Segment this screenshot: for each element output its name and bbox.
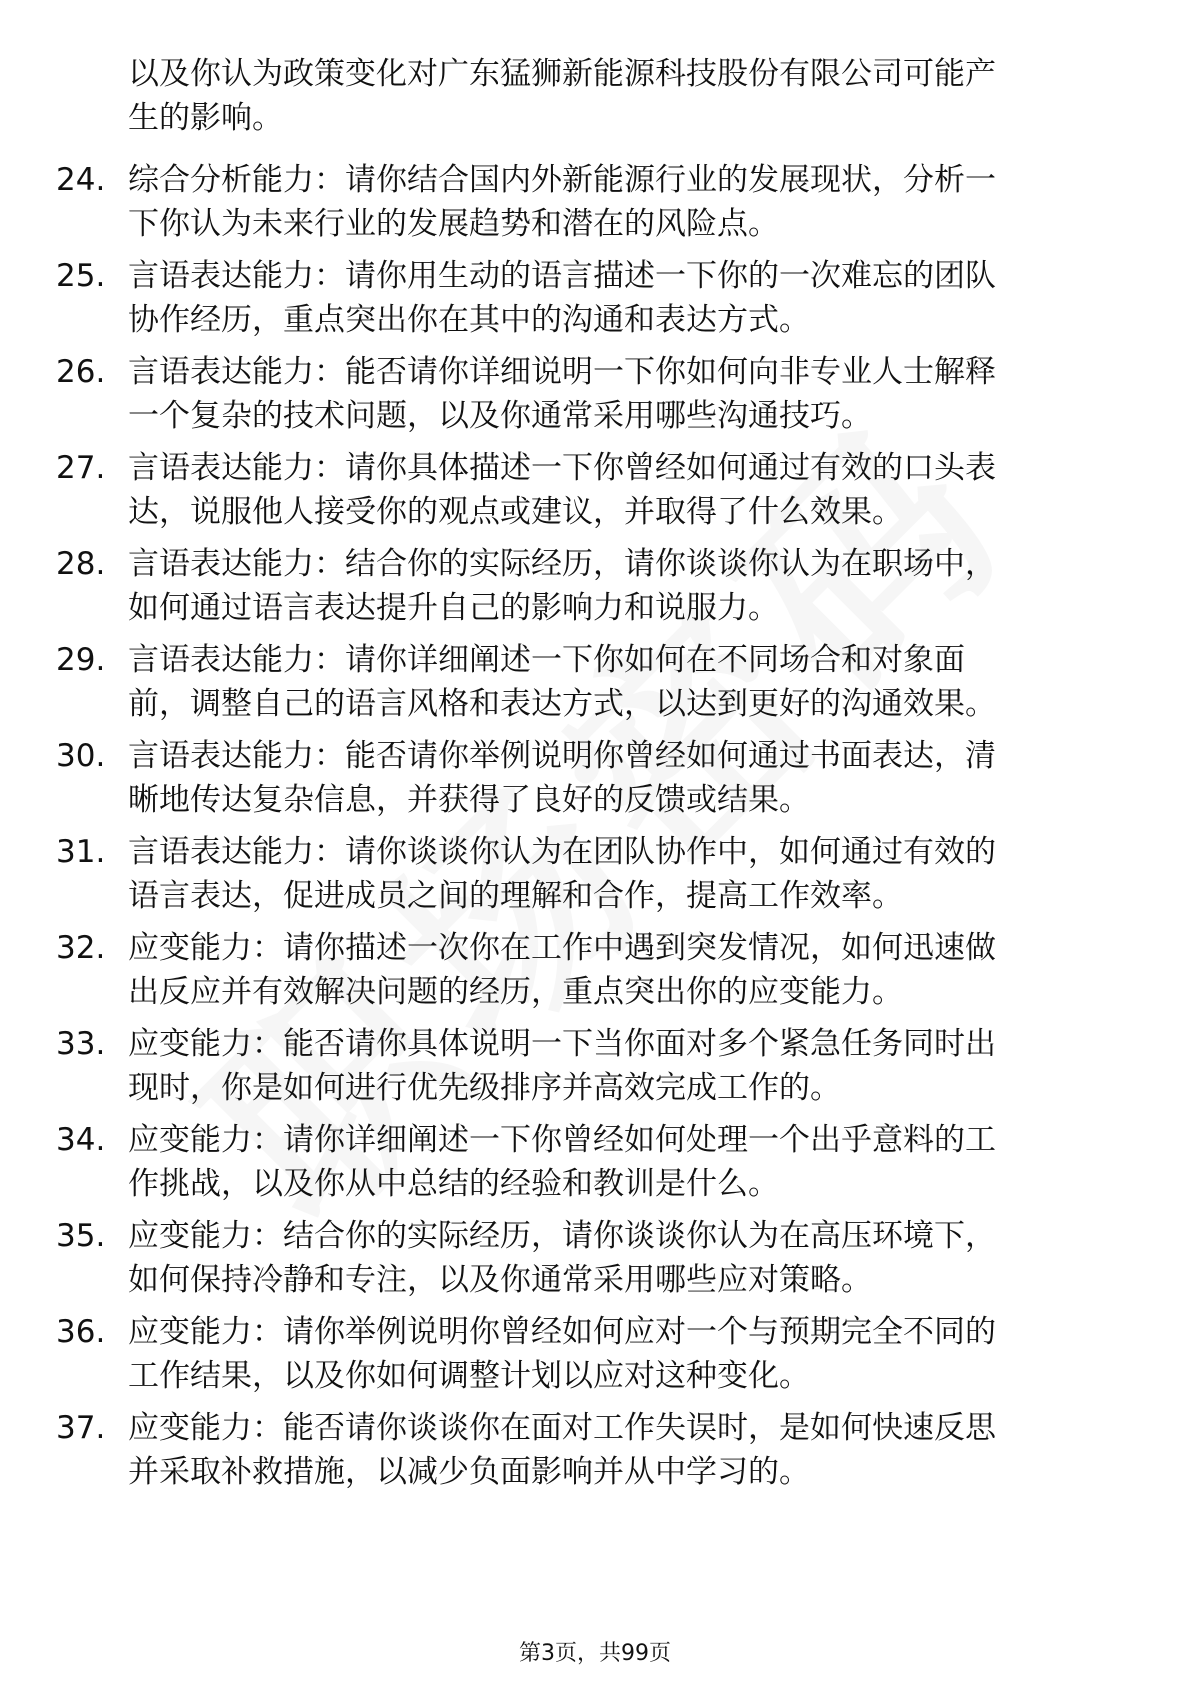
question-line: 并采取补救措施，以减少负面影响并从中学习的。 [128,1454,810,1490]
question-item [0,1022,1190,1118]
question-line: 语言表达，促进成员之间的理解和合作，提高工作效率。 [128,878,903,914]
question-item [0,638,1190,734]
question-line: 应变能力：请你描述一次你在工作中遇到突发情况，如何迅速做 [128,930,996,966]
question-line: 一个复杂的技术问题，以及你通常采用哪些沟通技巧。 [128,398,872,434]
question-item [0,926,1190,1022]
question-item [0,734,1190,830]
question-line: 言语表达能力：请你具体描述一下你曾经如何通过有效的口头表 [128,450,996,486]
question-number: 37. [56,1410,106,1446]
question-line: 言语表达能力：请你用生动的语言描述一下你的一次难忘的团队 [128,258,996,294]
question-line: 作挑战，以及你从中总结的经验和教训是什么。 [128,1166,779,1202]
question-text [128,254,1108,342]
question-text [128,158,1108,246]
question-line: 应变能力：请你详细阐述一下你曾经如何处理一个出乎意料的工 [128,1122,996,1158]
question-item [0,350,1190,446]
question-line: 言语表达能力：能否请你详细说明一下你如何向非专业人士解释 [128,354,996,390]
question-text [128,1406,1108,1494]
question-number: 26. [56,354,106,390]
question-line: 应变能力：能否请你具体说明一下当你面对多个紧急任务同时出 [128,1026,996,1062]
question-number: 33. [56,1026,106,1062]
question-item [0,542,1190,638]
question-line: 下你认为未来行业的发展趋势和潜在的风险点。 [128,206,779,242]
question-number: 34. [56,1122,106,1158]
question-line: 晰地传达复杂信息，并获得了良好的反馈或结果。 [128,782,810,818]
question-text [128,926,1108,1014]
question-item [0,1406,1190,1502]
question-number: 27. [56,450,106,486]
question-number: 35. [56,1218,106,1254]
continuation-line: 生的影响。 [128,100,283,136]
question-text [128,1214,1108,1302]
question-number: 30. [56,738,106,774]
question-text [128,446,1108,534]
question-text [128,638,1108,726]
question-number: 31. [56,834,106,870]
question-item [0,1310,1190,1406]
question-list [0,158,1190,1502]
question-number: 28. [56,546,106,582]
question-item [0,1118,1190,1214]
continuation-paragraph [128,52,1108,140]
question-number: 36. [56,1314,106,1350]
question-text [128,1118,1108,1206]
question-item [0,830,1190,926]
question-line: 出反应并有效解决问题的经历，重点突出你的应变能力。 [128,974,903,1010]
question-line: 言语表达能力：结合你的实际经历，请你谈谈你认为在职场中， [128,546,996,582]
page-footer: 第3页，共99页 [519,1641,671,1666]
question-line: 言语表达能力：请你谈谈你认为在团队协作中，如何通过有效的 [128,834,996,870]
question-line: 言语表达能力：请你详细阐述一下你如何在不同场合和对象面 [128,642,965,678]
question-line: 综合分析能力：请你结合国内外新能源行业的发展现状，分析一 [128,162,996,198]
question-text [128,1022,1108,1110]
question-line: 如何保持冷静和专注，以及你通常采用哪些应对策略。 [128,1262,872,1298]
question-text [128,350,1108,438]
question-item [0,158,1190,254]
question-item [0,446,1190,542]
question-line: 前，调整自己的语言风格和表达方式，以达到更好的沟通效果。 [128,686,996,722]
question-item [0,1214,1190,1310]
question-line: 协作经历，重点突出你在其中的沟通和表达方式。 [128,302,810,338]
question-item [0,254,1190,350]
question-number: 24. [56,162,106,198]
question-number: 32. [56,930,106,966]
question-line: 达，说服他人接受你的观点或建议，并取得了什么效果。 [128,494,903,530]
question-line: 言语表达能力：能否请你举例说明你曾经如何通过书面表达，清 [128,738,996,774]
question-line: 应变能力：结合你的实际经历，请你谈谈你认为在高压环境下， [128,1218,996,1254]
question-number: 25. [56,258,106,294]
question-line: 如何通过语言表达提升自己的影响力和说服力。 [128,590,779,626]
continuation-line: 以及你认为政策变化对广东猛狮新能源科技股份有限公司可能产 [128,56,996,92]
question-line: 工作结果，以及你如何调整计划以应对这种变化。 [128,1358,810,1394]
question-text [128,542,1108,630]
question-line: 应变能力：能否请你谈谈你在面对工作失误时，是如何快速反思 [128,1410,996,1446]
question-line: 现时，你是如何进行优先级排序并高效完成工作的。 [128,1070,841,1106]
question-line: 应变能力：请你举例说明你曾经如何应对一个与预期完全不同的 [128,1314,996,1350]
question-text [128,1310,1108,1398]
question-text [128,830,1108,918]
question-text [128,734,1108,822]
question-number: 29. [56,642,106,678]
